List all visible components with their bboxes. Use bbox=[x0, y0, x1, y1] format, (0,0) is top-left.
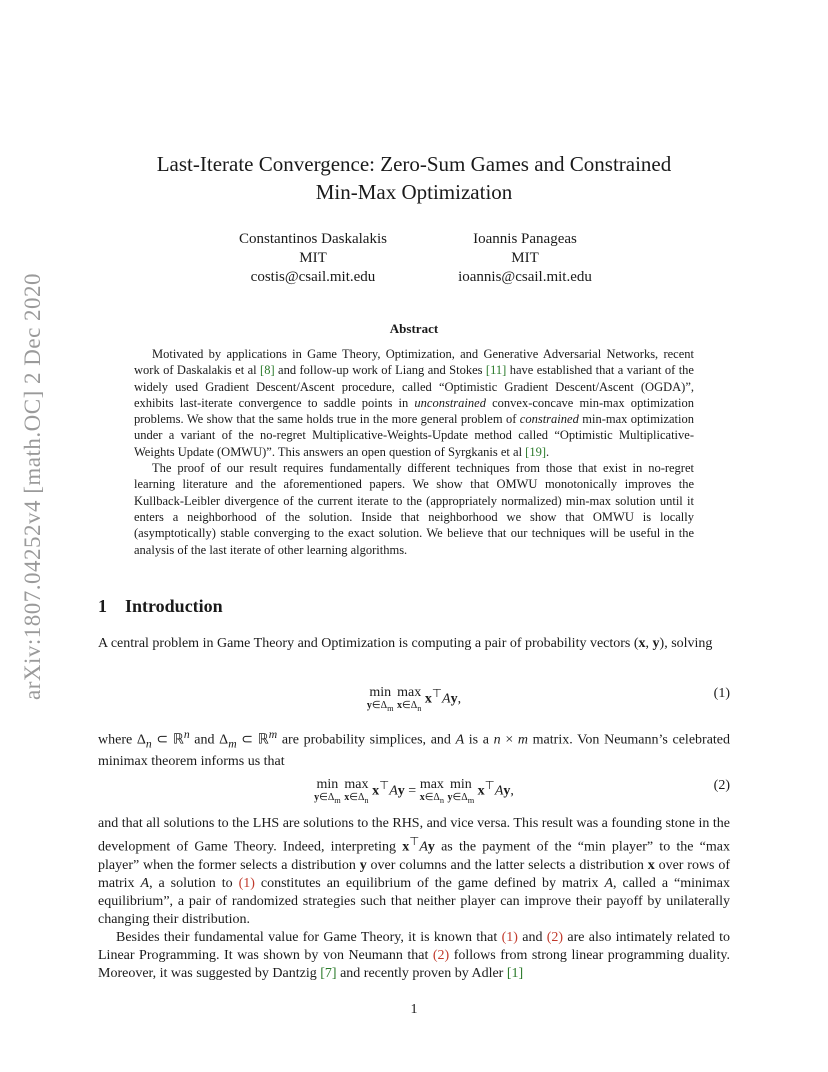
equation-link[interactable]: (1) bbox=[501, 929, 518, 945]
equation-2: min $y\in\Delta_m$ max $x\in\Delta_n$ x⊤Ay = max $x\in\Delta_n$ min $y\in\Delta_m$ x⊤Ay, (2) bbox=[314, 777, 730, 805]
author-block-2 bbox=[425, 230, 625, 287]
citation-link[interactable]: [19] bbox=[525, 444, 546, 459]
citation-link[interactable]: [1] bbox=[506, 965, 524, 981]
title-line-1: Last-Iterate Convergence: Zero-Sum Games and Constrained bbox=[156, 152, 672, 176]
abstract-paragraph-1: Motivated by applications in Game Theory, Optimization, and Generative Adversarial Networks, recent work of Daskalakis et al [8] and follow-up work of Liang and Stokes [11] have established that a variant of the widely used Gradient Descent/Ascent procedure, called “Optimistic Gradient Descent/Ascent (OGDA)”, exhibits last-iterate convergence to saddle points in unconstrained convex-concave min-max optimization problems. We show that the same holds true in the more general problem of constrained min-max optimization under a variant of the no-regret Multiplicative-Weights-Update method called “Optimistic Multiplicative-Weights Update (OMWU)”. This answers an open question of Syrgkanis et al [19]. bbox=[134, 347, 694, 459]
equation-link[interactable]: (2) bbox=[546, 929, 564, 945]
author-block-1 bbox=[213, 230, 413, 287]
section-number: 1 bbox=[98, 596, 107, 616]
intro-paragraph-1: A central problem in Game Theory and Optimization is computing a pair of probability vectors (x, y), solving bbox=[98, 636, 713, 651]
page-number: 1 bbox=[410, 1002, 418, 1017]
citation-link[interactable]: [7] bbox=[320, 965, 337, 981]
equation-link[interactable]: (1) bbox=[238, 875, 255, 891]
intro-paragraph-2: where $\Delta_n$ ⊂ ℝ$^n$ and $\Delta_m$ ⊂ ℝ$^m$ are probability simplices, and A is a n × m matrix. Von Neumann’s celebrated minimax theorem informs us that bbox=[98, 728, 731, 770]
abstract-heading: Abstract bbox=[389, 321, 439, 336]
author-email: costis@csail.mit.edu bbox=[250, 269, 376, 285]
intro-paragraph-3: and that all solutions to the LHS are solutions to the RHS, and vice versa. This result was a founding stone in the development of Game Theory. Indeed, interpreting x⊤Ay as the payment of the “min player” to the “max player” when the former selects a distribution y over columns and the latter selects a distribution x over rows of matrix A, a solution to (1) constitutes an equilibrium of the game defined by matrix A, called a “minimax equilibrium”, a pair of randomized strategies such that neither player can improve their payoff by unilaterally changing their distribution. Besides their fundamental value for Game Theory, it is known that (1) and (2) are also intimately related to Linear Programming. It was shown by von Neumann that (2) follows from strong linear programming duality. Moreover, it was suggested by Dantzig [7] and recently proven by Adler [1] bbox=[98, 816, 731, 981]
paper-title bbox=[100, 150, 728, 206]
citation-link[interactable]: [8] bbox=[260, 363, 275, 378]
abstract-body bbox=[134, 346, 694, 558]
section-title: Introduction bbox=[125, 596, 223, 616]
equation-1: min $y\in\Delta_m$ max $x\in\Delta_n$ x⊤Ay, (1) bbox=[366, 685, 730, 713]
equation-number: (1) bbox=[713, 686, 730, 701]
citation-link[interactable]: [11] bbox=[485, 363, 507, 378]
author-name: Constantinos Daskalakis bbox=[239, 231, 387, 247]
author-email: ioannis@csail.mit.edu bbox=[458, 269, 592, 285]
equation-link[interactable]: (2) bbox=[432, 947, 450, 963]
title-line-2: Min-Max Optimization bbox=[315, 180, 513, 204]
author-affiliation: MIT bbox=[511, 250, 539, 266]
author-name: Ioannis Panageas bbox=[473, 231, 577, 247]
equation-number: (2) bbox=[713, 778, 730, 793]
arxiv-identifier: arXiv:1807.04252v4 [math.OC] 2 Dec 2020 bbox=[20, 272, 45, 700]
abstract-paragraph-2: The proof of our result requires fundamentally different techniques from those that exist in no-regret learning literature and the aforementioned papers. We show that OMWU monotonically improves the Kullback-Leibler divergence of the current iterate to the (appropriately normalized) min-max solution until it enters a neighborhood of the solution. Inside that neighborhood we show that OMWU is locally (asymptotically) stable converging to the exact solution. We believe that our techniques will be useful in the analysis of the last iterate of other learning algorithms. bbox=[134, 461, 694, 557]
section-heading bbox=[98, 596, 223, 617]
author-affiliation: MIT bbox=[299, 250, 327, 266]
